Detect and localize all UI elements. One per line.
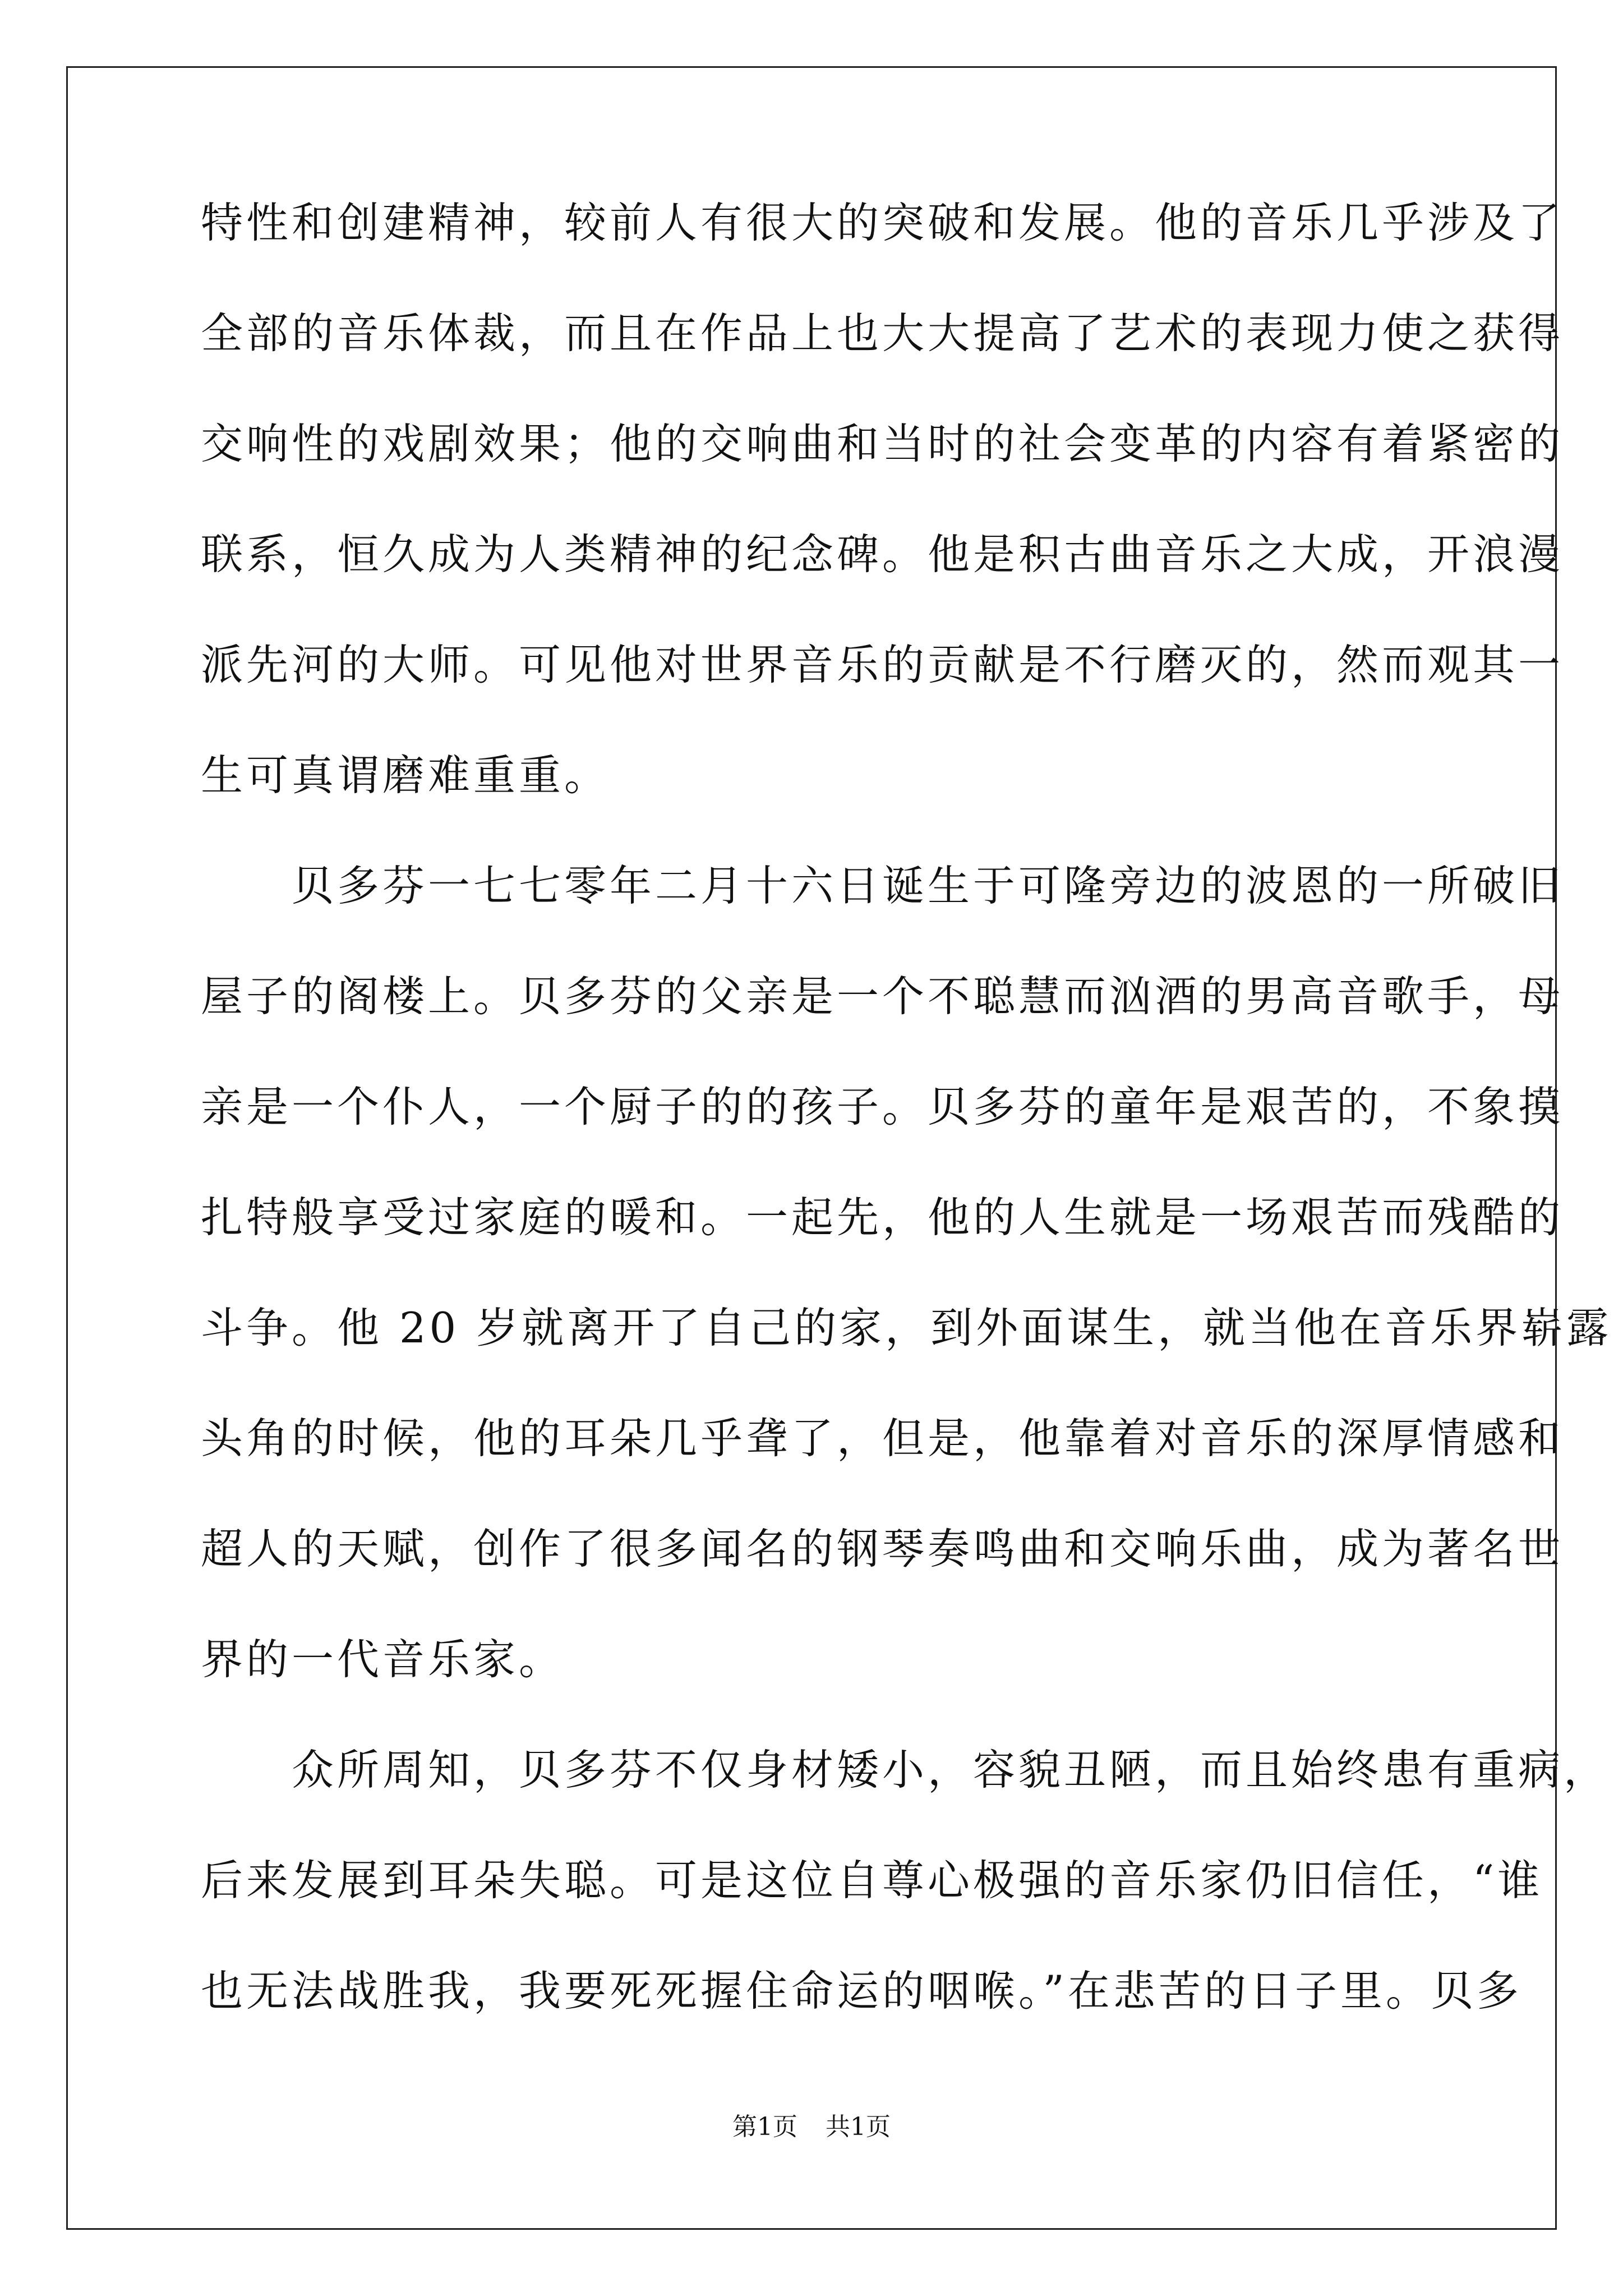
page-number: 第1页 — [732, 2113, 797, 2141]
text-line: 众所周知，贝多芬不仅身材矮小，容貌丑陋，而且始终患有重病， — [201, 1745, 1610, 1795]
text-line: 亲是一个仆人，一个厨子的的孩子。贝多芬的童年是艰苦的，不象摸 — [201, 1082, 1564, 1131]
text-line: 后来发展到耳朵失聪。可是这位自尊心极强的音乐家仍旧信任，“谁 — [201, 1856, 1543, 1905]
page-footer — [0, 2106, 1623, 2142]
text-line: 斗争。他 20 岁就离开了自己的家，到外面谋生，就当他在音乐界崭露 — [201, 1303, 1612, 1352]
text-line: 也无法战胜我，我要死死握住命运的咽喉。”在悲苦的日子里。贝多 — [201, 1966, 1522, 2016]
text-line: 派先河的大师。可见他对世界音乐的贡献是不行磨灭的，然而观其一 — [201, 640, 1564, 689]
text-line: 贝多芬一七七零年二月十六日诞生于可隆旁边的波恩的一所破旧 — [201, 861, 1564, 910]
text-line: 屋子的阁楼上。贝多芬的父亲是一个不聪慧而汹酒的男高音歌手，母 — [201, 972, 1564, 1021]
page-total: 共1页 — [826, 2113, 891, 2141]
text-line: 联系，恒久成为人类精神的纪念碑。他是积古曲音乐之大成，开浪漫 — [201, 530, 1564, 579]
text-line: 特性和创建精神，较前人有很大的突破和发展。他的音乐几乎涉及了 — [201, 198, 1564, 247]
document-body — [201, 198, 1612, 2081]
text-line: 界的一代音乐家。 — [201, 1635, 565, 1684]
text-line: 超人的天赋，创作了很多闻名的钢琴奏鸣曲和交响乐曲，成为著名世 — [201, 1524, 1564, 1573]
text-line: 全部的音乐体裁，而且在作品上也大大提高了艺术的表现力使之获得 — [201, 309, 1564, 358]
text-line: 交响性的戏剧效果；他的交响曲和当时的社会变革的内容有着紧密的 — [201, 419, 1564, 468]
text-line: 扎特般享受过家庭的暖和。一起先，他的人生就是一场艰苦而残酷的 — [201, 1193, 1564, 1242]
text-line: 头角的时候，他的耳朵几乎聋了，但是，他靠着对音乐的深厚情感和 — [201, 1414, 1564, 1463]
text-line: 生可真谓磨难重重。 — [201, 751, 610, 800]
